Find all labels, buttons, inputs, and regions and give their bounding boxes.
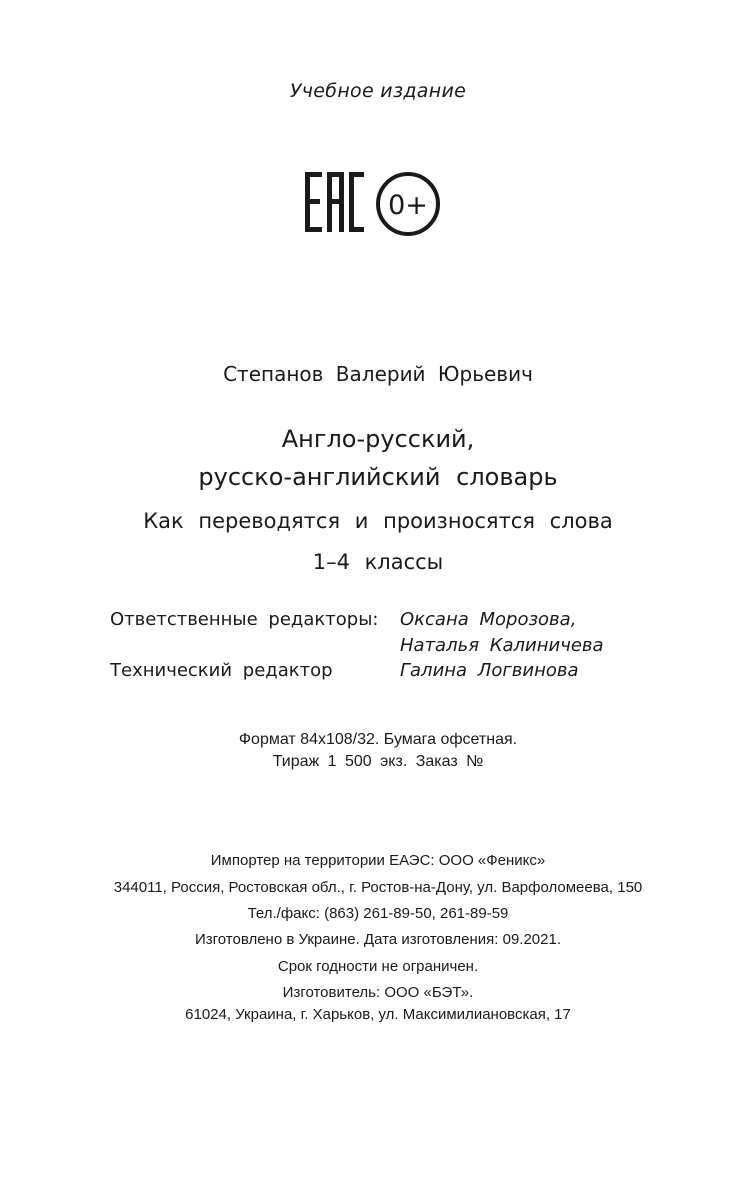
age-rating-text: 0+ bbox=[388, 190, 428, 221]
grades: 1–4 классы bbox=[312, 550, 444, 574]
imprint-line-made-in: Изготовлено в Украине. Дата изготовления: 09.2021. bbox=[194, 931, 561, 948]
author-name: Степанов Валерий Юрьевич bbox=[223, 362, 533, 386]
print-run-info: Тираж 1 500 экз. Заказ № bbox=[272, 753, 484, 770]
age-rating-icon bbox=[375, 171, 441, 237]
title-line-2: русско-английский словарь bbox=[198, 463, 558, 491]
imprint-line-manufacturer: Изготовитель: ООО «БЭТ». bbox=[282, 984, 474, 1001]
tech-editor-label: Технический редактор bbox=[110, 660, 333, 681]
certification-marks bbox=[305, 172, 445, 236]
editor-name-1: Оксана Морозова, bbox=[400, 609, 577, 630]
tech-editor-name: Галина Логвинова bbox=[400, 660, 579, 681]
imprint-line-manufacturer-address: 61024, Украина, г. Харьков, ул. Максимилиановская, 17 bbox=[185, 1006, 571, 1023]
edition-type: Учебное издание bbox=[289, 80, 467, 102]
editors-label: Ответственные редакторы: bbox=[110, 609, 379, 630]
imprint-line-phone: Тел./факс: (863) 261-89-50, 261-89-59 bbox=[247, 905, 509, 922]
subtitle: Как переводятся и произносятся слова bbox=[143, 509, 613, 533]
imprint-line-shelf-life: Срок годности не ограничен. bbox=[277, 958, 479, 975]
imprint-line-address: 344011, Россия, Ростовская обл., г. Ростов-на-Дону, ул. Варфоломеева, 150 bbox=[113, 879, 643, 896]
editor-name-2: Наталья Калиничева bbox=[400, 635, 604, 656]
title-line-1: Англо-русский, bbox=[281, 425, 475, 453]
format-info: Формат 84x108/32. Бумага офсетная. bbox=[238, 731, 518, 748]
imprint-line-importer: Импортер на территории ЕАЭС: ООО «Феникс» bbox=[210, 852, 546, 869]
